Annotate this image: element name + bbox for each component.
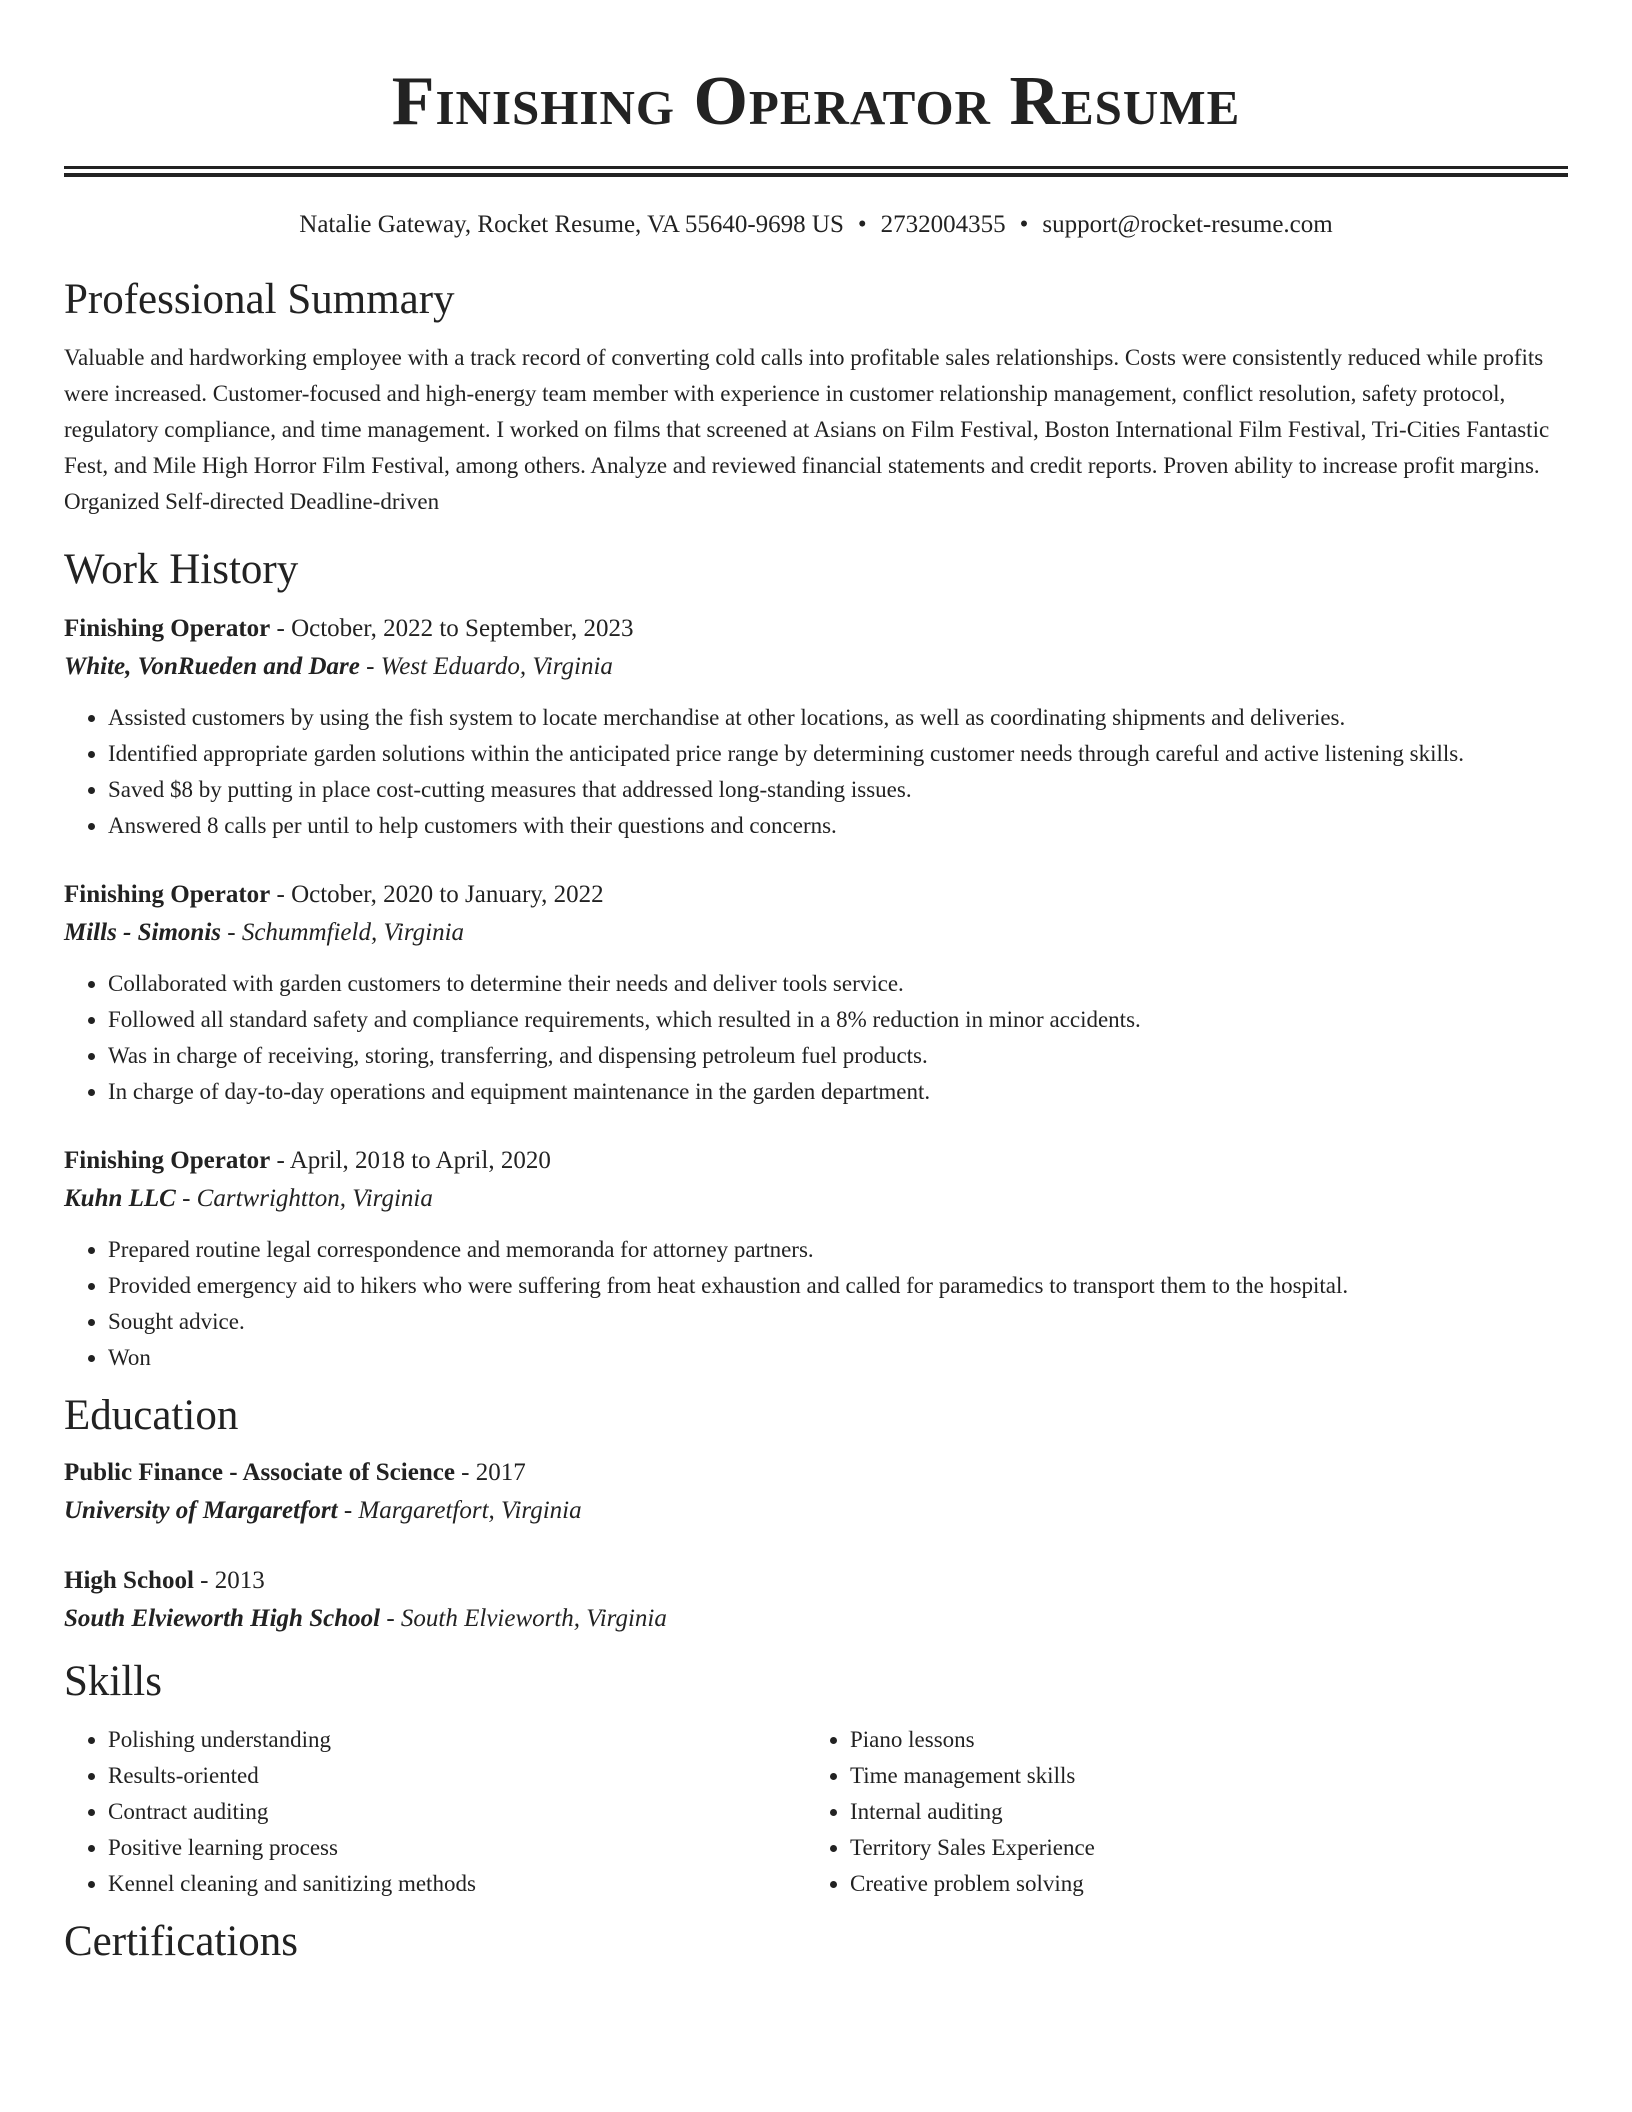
skills-column-left	[64, 1722, 806, 1902]
summary-text: Valuable and hardworking employee with a track record of converting cold calls into profitable sales relationships. Costs were consistently reduced while profits were increased. Customer-focused and high-energy team member with experience in customer relationship management, conflict resolution, safety protocol, regulatory compliance, and time management. I worked on films that screened at Asians on Film Festival, Boston International Film Festival, Tri-Cities Fantastic Fest, and Mile High Horror Film Festival, among others. Analyze and reviewed financial statements and credit reports. Proven ability to increase profit margins. Organized Self-directed Deadline-driven	[64, 345, 1550, 514]
certifications-heading: Certifications	[64, 1918, 299, 1965]
job-dates: - April, 2018 to April, 2020	[270, 1147, 551, 1174]
degree: Public Finance - Associate of Science	[64, 1459, 455, 1486]
list-item: • Was in charge of receiving, storing, transferring, and dispensing petroleum fuel products.	[108, 1038, 1568, 1074]
list-item: • Time management skills	[850, 1758, 1548, 1794]
list-item: • Territory Sales Experience	[850, 1830, 1548, 1866]
company-line	[64, 648, 1568, 686]
company-name: Kuhn LLC	[64, 1185, 176, 1212]
degree-line	[64, 1454, 1568, 1492]
company-location: - Cartwrightton, Virginia	[175, 1185, 433, 1212]
skills-columns	[64, 1722, 1568, 1902]
job-title: Finishing Operator	[64, 881, 271, 908]
list-item: • Piano lessons	[850, 1722, 1548, 1758]
company-line	[64, 1180, 1568, 1218]
education-heading: Education	[64, 1392, 239, 1439]
list-item: • Sought advice.	[108, 1304, 1568, 1340]
list-item: • Identified appropriate garden solutions within the anticipated price range by determining customer needs through careful and active listening skills.	[108, 736, 1568, 772]
job-bullets	[64, 700, 1568, 844]
list-item: • Provided emergency aid to hikers who were suffering from heat exhaustion and called for paramedics to transport them to the hospital.	[108, 1268, 1568, 1304]
list-item: • Kennel cleaning and sanitizing methods	[108, 1866, 806, 1902]
job-bullets	[64, 1232, 1568, 1376]
list-item: • Positive learning process	[108, 1830, 806, 1866]
job-title: Finishing Operator	[64, 1147, 271, 1174]
job-title-line	[64, 610, 1568, 648]
list-item: • In charge of day-to-day operations and equipment maintenance in the garden department.	[108, 1074, 1568, 1110]
education-entry	[64, 1454, 1568, 1530]
company-location: - West Eduardo, Virginia	[359, 653, 613, 680]
company-line	[64, 914, 1568, 952]
job-entry	[64, 1142, 1568, 1376]
job-dates: - October, 2020 to January, 2022	[270, 881, 604, 908]
list-item: • Won	[108, 1340, 1568, 1376]
school-line	[64, 1600, 1568, 1638]
list-item: • Saved $8 by putting in place cost-cutting measures that addressed long-standing issues.	[108, 772, 1568, 808]
summary-heading: Professional Summary	[64, 276, 455, 323]
contact-email: support@rocket-resume.com	[1042, 211, 1333, 238]
list-item: • Polishing understanding	[108, 1722, 806, 1758]
contact-phone: 2732004355	[880, 211, 1006, 238]
skills-heading: Skills	[64, 1658, 162, 1705]
graduation-year: - 2013	[193, 1567, 265, 1594]
list-item: • Followed all standard safety and compliance requirements, which resulted in a 8% reduction in minor accidents.	[108, 1002, 1568, 1038]
list-item: • Answered 8 calls per until to help customers with their questions and concerns.	[108, 808, 1568, 844]
education-entry	[64, 1562, 1568, 1638]
job-title-line	[64, 876, 1568, 914]
contact-separator: •	[1019, 211, 1029, 238]
skills-column-right	[806, 1722, 1548, 1902]
job-title: Finishing Operator	[64, 615, 271, 642]
school-line	[64, 1492, 1568, 1530]
skills-list	[806, 1722, 1548, 1902]
work-history-heading: Work History	[64, 546, 299, 593]
contact-address: Natalie Gateway, Rocket Resume, VA 55640-9698 US	[299, 211, 844, 238]
contact-separator: •	[857, 211, 867, 238]
job-entry	[64, 610, 1568, 844]
degree: High School	[64, 1567, 194, 1594]
company-location: - Schummfield, Virginia	[221, 919, 465, 946]
contact-line	[64, 208, 1568, 242]
job-bullets	[64, 966, 1568, 1110]
page-title: Finishing Operator Resume	[391, 63, 1241, 140]
graduation-year: - 2017	[454, 1459, 526, 1486]
school-name: South Elvieworth High School	[64, 1605, 381, 1632]
skills-list	[64, 1722, 806, 1902]
list-item: • Assisted customers by using the fish system to locate merchandise at other locations, as well as coordinating shipments and deliveries.	[108, 700, 1568, 736]
list-item: • Collaborated with garden customers to determine their needs and deliver tools service.	[108, 966, 1568, 1002]
school-location: - South Elvieworth, Virginia	[380, 1605, 667, 1632]
school-location: - Margaretfort, Virginia	[337, 1497, 582, 1524]
list-item: • Prepared routine legal correspondence and memoranda for attorney partners.	[108, 1232, 1568, 1268]
title-divider	[64, 166, 1568, 177]
list-item: • Contract auditing	[108, 1794, 806, 1830]
job-title-line	[64, 1142, 1568, 1180]
list-item: • Creative problem solving	[850, 1866, 1548, 1902]
list-item: • Internal auditing	[850, 1794, 1548, 1830]
company-name: Mills - Simonis	[64, 919, 221, 946]
resume-page	[64, 0, 1568, 1968]
list-item: • Results-oriented	[108, 1758, 806, 1794]
school-name: University of Margaretfort	[64, 1497, 338, 1524]
job-dates: - October, 2022 to September, 2023	[270, 615, 634, 642]
job-entry	[64, 876, 1568, 1110]
degree-line	[64, 1562, 1568, 1600]
company-name: White, VonRueden and Dare	[64, 653, 360, 680]
